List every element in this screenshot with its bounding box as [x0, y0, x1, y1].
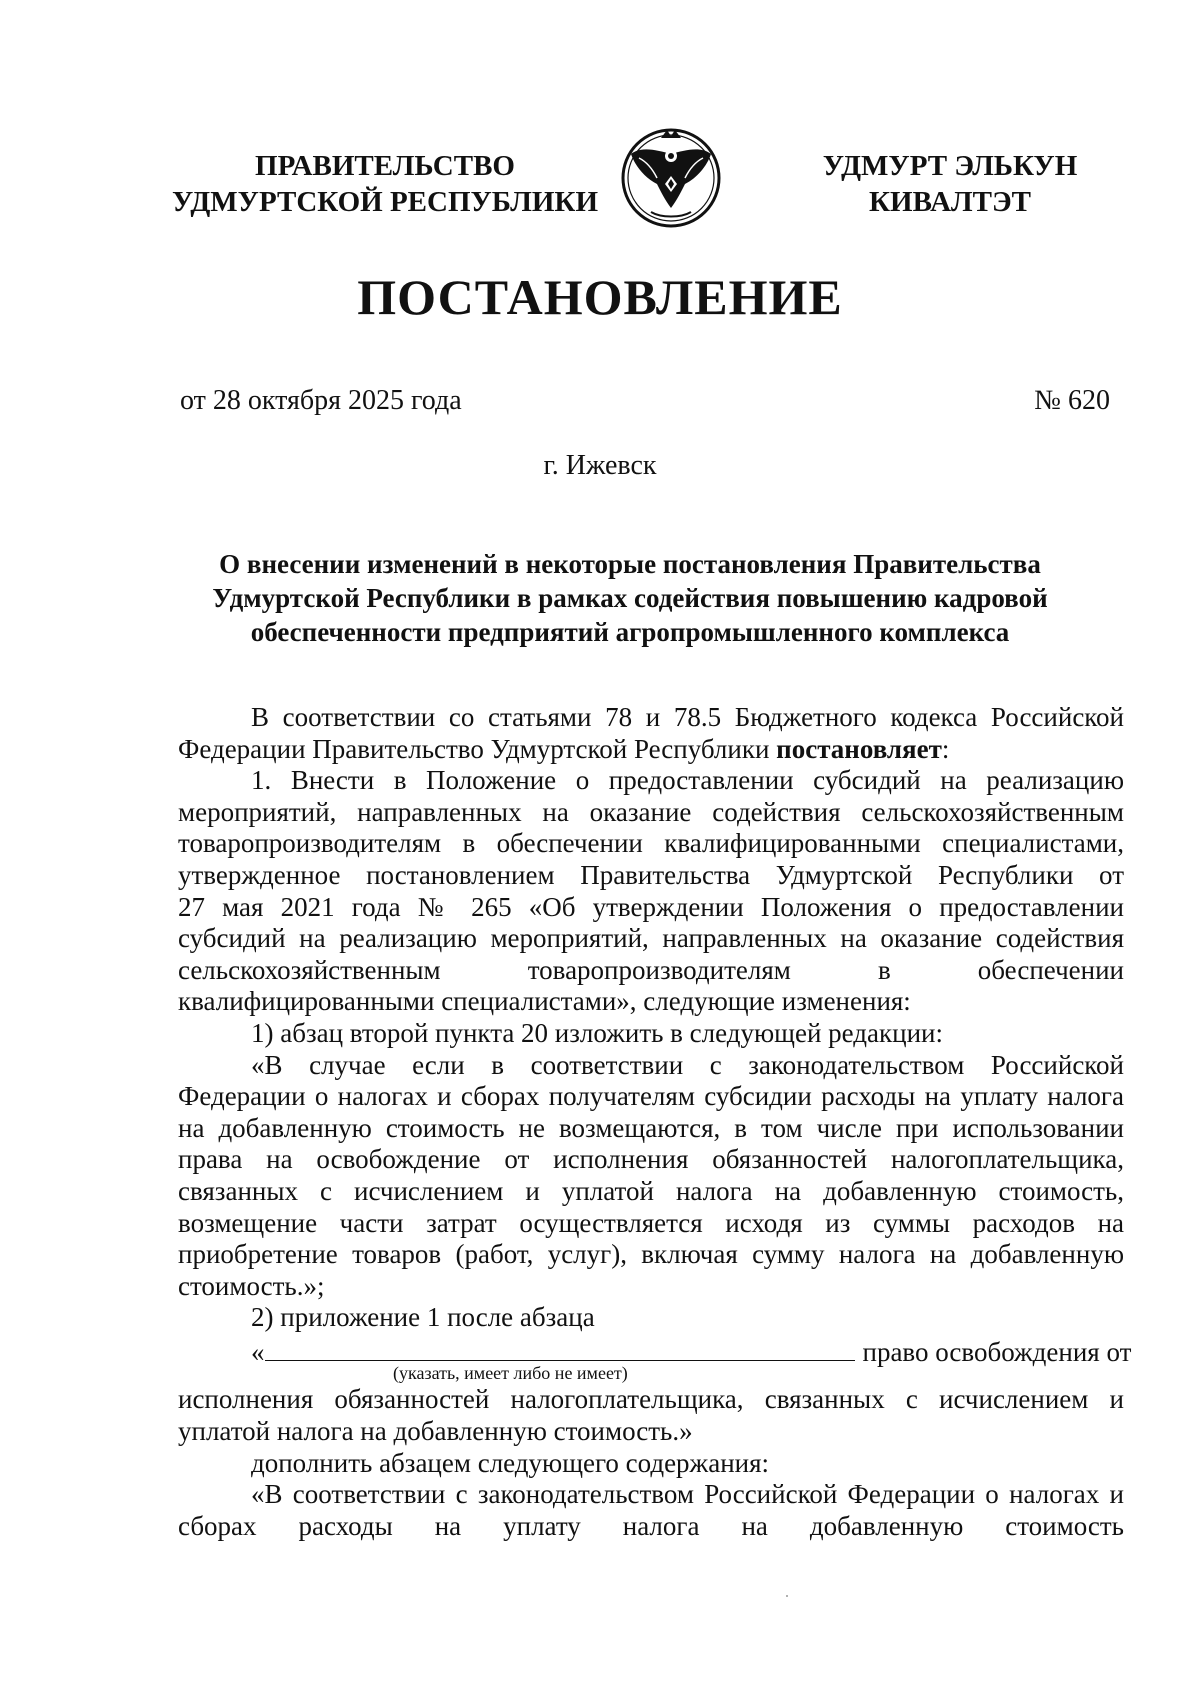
body-line: субсидий на реализацию мероприятий, направленных на оказание содействия [178, 923, 1124, 954]
body-line: В соответствии со статьями 78 и 78.5 Бюджетного кодекса Российской [251, 702, 1124, 732]
body-line: сельскохозяйственным товаропроизводителям в обеспечении [178, 954, 1124, 985]
body-line: уплатой налога на добавленную стоимость.» [178, 1416, 693, 1447]
body-line: сборах расходы на уплату налога на добавленную стоимость [178, 1510, 1124, 1541]
body-line: «В соответствии с законодательством Российской Федерации о налогах и [251, 1479, 1124, 1510]
body-line: на добавленную стоимость не возмещаются, в том числе при использовании [178, 1112, 1124, 1143]
document-city: г. Ижевск [543, 450, 657, 481]
body-text: право освобождения от [862, 1336, 1132, 1367]
heading-line: О внесении изменений в некоторые постановления Правительства [219, 549, 1041, 579]
body-line: связанных с исчислением и уплатой налога на добавленную стоимость, [178, 1175, 1124, 1206]
issuer-name-udmurt [800, 148, 1100, 220]
body-line: дополнить абзацем следующего содержания: [251, 1447, 770, 1478]
body-bold-text: постановляет [776, 733, 942, 764]
document-type-title: ПОСТАНОВЛЕНИЕ [357, 269, 843, 325]
blank-field-line [178, 1334, 1132, 1369]
issuer-line: КИВАЛТЭТ [868, 186, 1031, 218]
body-line: права на освобождение от исполнения обязанностей налогоплательщика, [178, 1144, 1124, 1175]
body-line: 1. Внести в Положение о предоставлении субсидий на реализацию [251, 765, 1124, 796]
body-text: : [941, 733, 950, 764]
blank-caption: (указать, имеет либо не имеет) [393, 1363, 628, 1384]
document-number: № 620 [1034, 385, 1110, 416]
coat-of-arms-icon [617, 120, 725, 232]
issuer-line: УДМУРТ ЭЛЬКУН [822, 150, 1078, 182]
heading-line: Удмуртской Республики в рамках содействия повышению кадровой [212, 583, 1048, 613]
quote-mark: « [251, 1336, 265, 1367]
fill-in-blank [265, 1334, 855, 1361]
issuer-name-russian [160, 148, 610, 220]
body-line: стоимость.»; [178, 1270, 325, 1301]
body-line: 2) приложение 1 после абзаца [251, 1302, 595, 1333]
body-line [178, 734, 1124, 766]
scan-artifact [786, 1595, 788, 1597]
body-line: исполнения обязанностей налогоплательщика, связанных с исчислением и [178, 1384, 1124, 1415]
body-line: возмещение части затрат осуществляется исходя из суммы расходов на [178, 1207, 1124, 1238]
document-date: от 28 октября 2025 года [180, 385, 462, 416]
body-line: 27 мая 2021 года № 265 «Об утверждении Положения о предоставлении [178, 891, 1124, 922]
document-heading [150, 547, 1110, 649]
body-line: квалифицированными специалистами», следующие изменения: [178, 986, 911, 1017]
body-line: приобретение товаров (работ, услуг), включая сумму налога на добавленную [178, 1239, 1124, 1270]
heading-line: обеспеченности предприятий агропромышленного комплекса [250, 617, 1010, 647]
issuer-line: ПРАВИТЕЛЬСТВО [255, 150, 515, 182]
body-line: «В случае если в соответствии с законодательством Российской [251, 1049, 1124, 1080]
body-line: Федерации о налогах и сборах получателям субсидии расходы на уплату налога [178, 1081, 1124, 1112]
body-line: утвержденное постановлением Правительства Удмуртской Республики от [178, 859, 1124, 890]
body-line: товаропроизводителям в обеспечении квалифицированными специалистами, [178, 828, 1124, 859]
document-body [178, 702, 1132, 1542]
body-line: мероприятий, направленных на оказание содействия сельскохозяйственным [178, 796, 1124, 827]
body-line: 1) абзац второй пункта 20 изложить в следующей редакции: [251, 1017, 943, 1048]
body-text: Федерации Правительство Удмуртской Республики [178, 733, 777, 764]
issuer-line: УДМУРТСКОЙ РЕСПУБЛИКИ [171, 186, 599, 218]
